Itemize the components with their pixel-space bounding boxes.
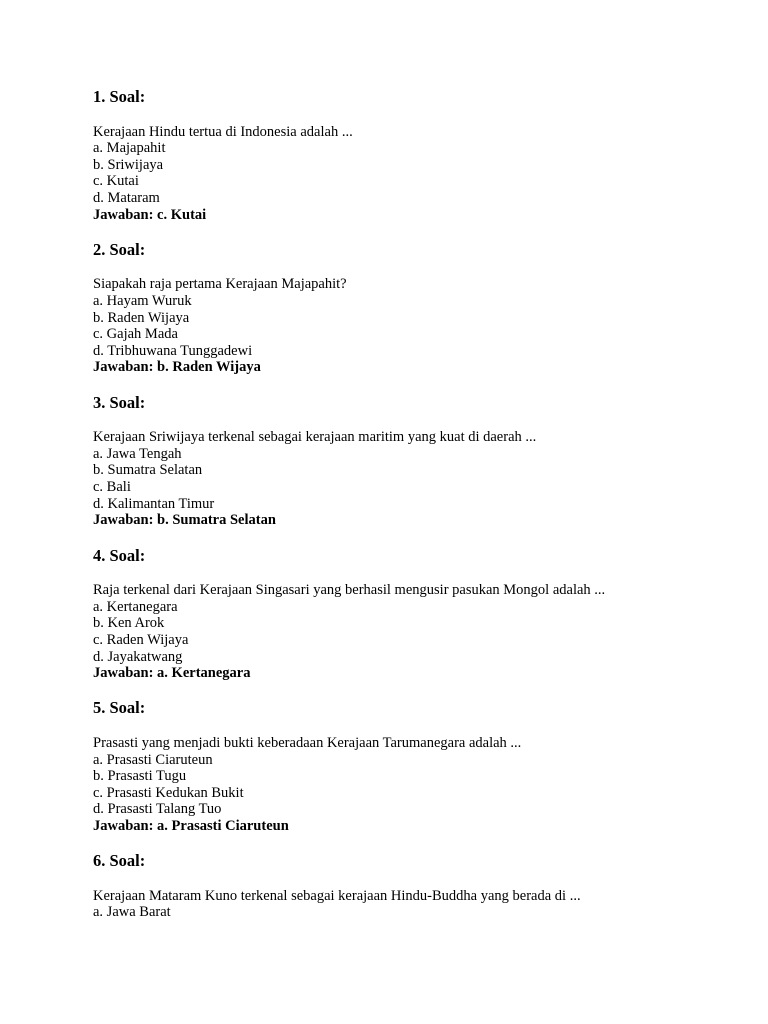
option-c: c. Bali bbox=[93, 479, 131, 496]
question-text: Raja terkenal dari Kerajaan Singasari yang berhasil mengusir pasukan Mongol adalah ... bbox=[93, 582, 606, 599]
option-b: b. Ken Arok bbox=[93, 615, 165, 632]
option-c: c. Raden Wijaya bbox=[93, 631, 189, 648]
question-text: Prasasti yang menjadi bukti keberadaan Kerajaan Tarumanegara adalah ... bbox=[93, 734, 522, 751]
option-b: b. Raden Wijaya bbox=[93, 309, 190, 326]
answer-key: Jawaban: c. Kutai bbox=[93, 206, 207, 223]
option-a: a. Prasasti Ciaruteun bbox=[93, 751, 213, 768]
answer-key: Jawaban: a. Prasasti Ciaruteun bbox=[93, 817, 289, 834]
option-a: a. Jawa Barat bbox=[93, 904, 171, 921]
option-a: a. Jawa Tengah bbox=[93, 445, 182, 462]
question-section-2 bbox=[93, 240, 733, 376]
option-d: d. Mataram bbox=[93, 189, 160, 206]
question-heading: 4. Soal: bbox=[93, 545, 146, 565]
option-b: b. Sumatra Selatan bbox=[93, 462, 203, 479]
question-heading: 5. Soal: bbox=[93, 698, 146, 718]
option-d: d. Jayakatwang bbox=[93, 648, 183, 665]
option-d: d. Tribhuwana Tunggadewi bbox=[93, 342, 253, 359]
option-c: c. Prasasti Kedukan Bukit bbox=[93, 784, 244, 801]
question-section-1 bbox=[93, 87, 733, 223]
question-heading: 3. Soal: bbox=[93, 392, 146, 412]
document-page bbox=[93, 87, 733, 921]
question-text: Kerajaan Sriwijaya terkenal sebagai kerajaan maritim yang kuat di daerah ... bbox=[93, 429, 537, 446]
option-b: b. Prasasti Tugu bbox=[93, 768, 187, 785]
question-heading: 2. Soal: bbox=[93, 239, 146, 259]
question-text: Kerajaan Hindu tertua di Indonesia adalah ... bbox=[93, 123, 353, 140]
option-b: b. Sriwijaya bbox=[93, 156, 164, 173]
question-text: Kerajaan Mataram Kuno terkenal sebagai kerajaan Hindu-Buddha yang berada di ... bbox=[93, 887, 581, 904]
question-section-4 bbox=[93, 546, 733, 682]
option-d: d. Prasasti Talang Tuo bbox=[93, 801, 222, 818]
question-heading: 6. Soal: bbox=[93, 851, 146, 871]
question-section-3 bbox=[93, 393, 733, 529]
answer-key: Jawaban: b. Sumatra Selatan bbox=[93, 512, 276, 529]
option-a: a. Majapahit bbox=[93, 140, 166, 157]
question-section-5 bbox=[93, 698, 733, 834]
option-c: c. Gajah Mada bbox=[93, 326, 178, 343]
answer-key: Jawaban: b. Raden Wijaya bbox=[93, 359, 261, 376]
option-c: c. Kutai bbox=[93, 173, 139, 190]
option-d: d. Kalimantan Timur bbox=[93, 495, 215, 512]
question-text: Siapakah raja pertama Kerajaan Majapahit? bbox=[93, 276, 347, 293]
question-section-6 bbox=[93, 851, 733, 921]
question-heading: 1. Soal: bbox=[93, 87, 146, 106]
answer-key: Jawaban: a. Kertanegara bbox=[93, 665, 251, 682]
option-a: a. Kertanegara bbox=[93, 598, 178, 615]
option-a: a. Hayam Wuruk bbox=[93, 293, 192, 310]
